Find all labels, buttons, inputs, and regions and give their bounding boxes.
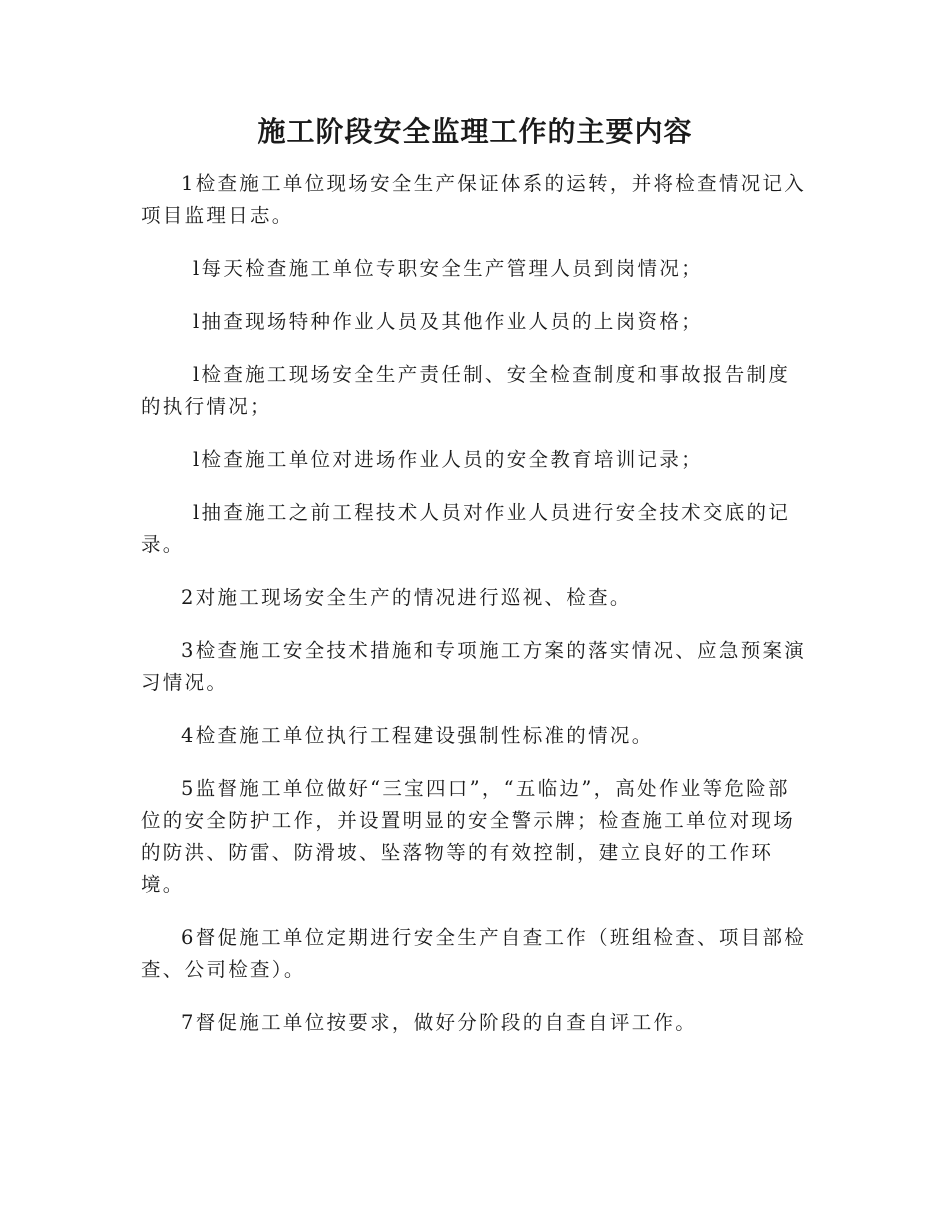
paragraph-item-3: 3检查施工安全技术措施和专项施工方案的落实情况、应急预案演习情况。 (141, 639, 807, 694)
paragraph-subitem-qualification-check: l抽查现场特种作业人员及其他作业人员的上岗资格； (193, 310, 703, 333)
paragraph-item-2: 2对施工现场安全生产的情况进行巡视、检查。 (181, 586, 632, 609)
paragraph-subitem-responsibility-check: l检查施工现场安全生产责任制、安全检查制度和事故报告制度的执行情况； (141, 363, 791, 418)
document-body (141, 168, 809, 1060)
paragraph-subitem-staff-check: l每天检查施工单位专职安全生产管理人员到岗情况； (193, 257, 703, 280)
paragraph-item-1: 1检查施工单位现场安全生产保证体系的运转，并将检查情况记入项目监理日志。 (141, 172, 807, 227)
paragraph-item-4: 4检查施工单位执行工程建设强制性标准的情况。 (181, 724, 654, 747)
paragraph-item-5: 5监督施工单位做好“三宝四口”，“五临边”，高处作业等危险部位的安全防护工作，并设置明显的安全警示牌；检查施工单位对现场的防洪、防雷、防滑坡、坠落物等的有效控制，建立良好的工作环境。 (141, 777, 796, 896)
paragraph-subitem-training-check: l检查施工单位对进场作业人员的安全教育培训记录； (193, 448, 703, 471)
paragraph-subitem-briefing-check: l抽查施工之前工程技术人员对作业人员进行安全技术交底的记录。 (141, 501, 791, 556)
paragraph-item-6: 6督促施工单位定期进行安全生产自查工作（班组检查、项目部检查、公司检查）。 (141, 926, 807, 981)
paragraph-item-7: 7督促施工单位按要求，做好分阶段的自查自评工作。 (181, 1011, 698, 1034)
document-title: 施工阶段安全监理工作的主要内容 (257, 115, 693, 148)
